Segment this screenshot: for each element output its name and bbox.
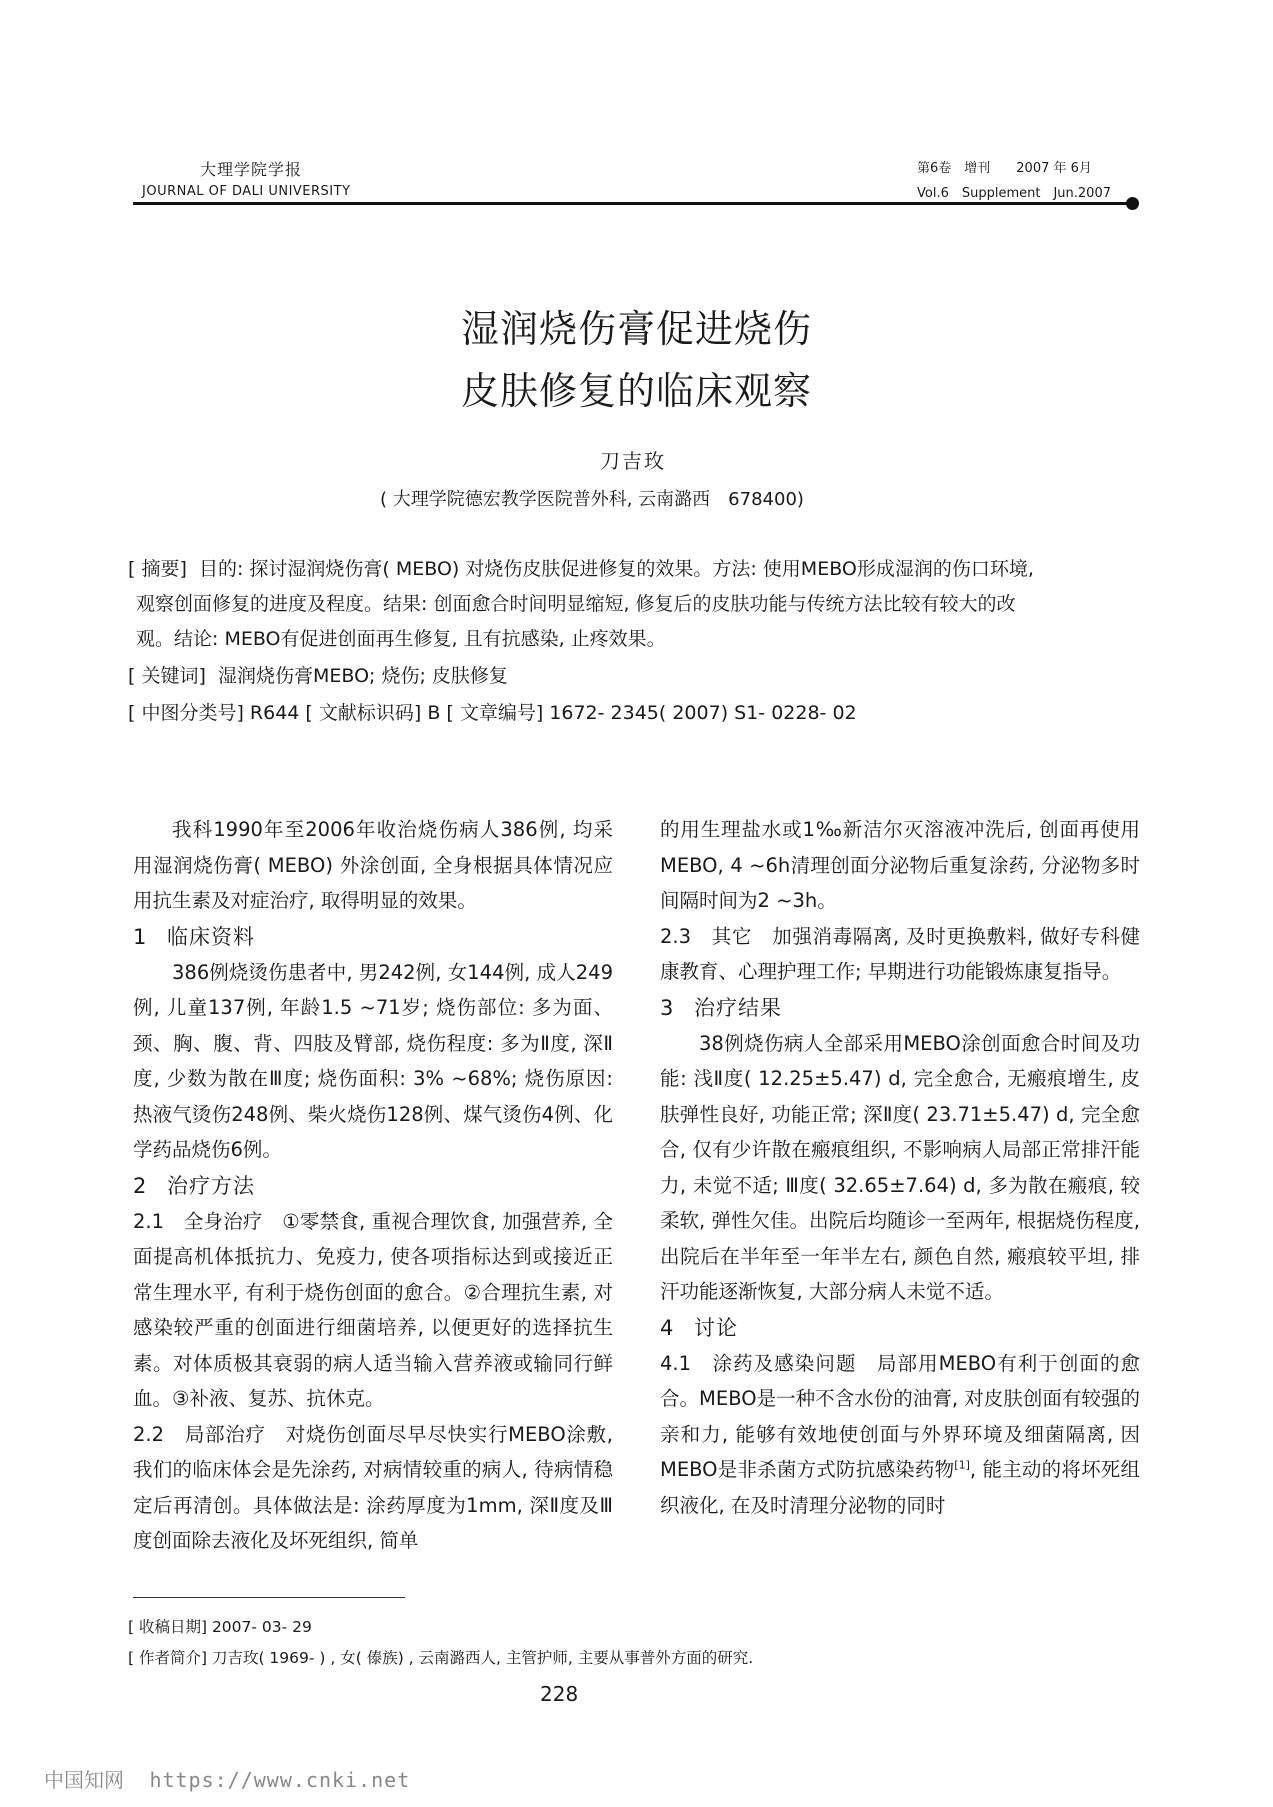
keywords-text: 湿润烧伤膏MEBO; 烧伤; 皮肤修复 [217, 665, 508, 687]
section-2-3-paragraph: 2.3 其它 加强消毒隔离, 及时更换敷料, 做好专科健康教育、心理护理工作; 早期进行功能锻炼康复指导。 [660, 924, 1140, 983]
abstract-line-3: 观。结论: MEBO有促进创面再生修复, 且有抗感染, 止疼效果。 [136, 628, 666, 650]
issue-info-cn: 第6卷 增刊 2007 年 6月 [917, 161, 1092, 176]
watermark [44, 1764, 410, 1793]
article-title-line-1: 湿润烧伤膏促进烧伤 [460, 307, 812, 351]
abstract-line-2: 观察创面修复的进度及程度。结果: 创面愈合时间明显缩短, 修复后的皮肤功能与传统方法比较有较大的改 [136, 593, 1016, 615]
section-heading-2: 2 治疗方法 [133, 1173, 255, 1198]
abstract-block [128, 552, 1143, 731]
section-3-paragraph: 38例烧伤病人全部采用MEBO涂创面愈合时间及功能: 浅Ⅱ度( 12.25±5.47) d, 完全愈合, 无瘢痕增生, 皮肤弹性良好, 功能正常; 深Ⅱ度( 23.71±5.47) d, 完全愈合, 仅有少许散在瘢痕组织, 不影响病人局部正常排汗能力, 未觉不适; Ⅲ度( 32.65±7.64) d, 多为散在瘢痕, 较柔软, 弹性欠佳。出院后均随诊一至两年, 根据烧伤程度, 出院后在半年至一年半左右, 颜色自然, 瘢痕较平坦, 排汗功能逐渐恢复, 大部分病人未觉不适。 [660, 1031, 1140, 1303]
article-title-line-2: 皮肤修复的临床观察 [460, 369, 812, 413]
section-2-1-paragraph: 2.1 全身治疗 ①零禁食, 重视合理饮食, 加强营养, 全面提高机体抵抗力、免疫力, 使各项指标达到或接近正常生理水平, 有利于烧伤创面的愈合。②合理抗生素, 对感染较严重的创面进行细菌培养, 以便更好的选择抗生素。对体质极其衰弱的病人适当输入营养液或输同行鲜血。③补液、复苏、抗休克。 [133, 1209, 613, 1410]
page-number: 228 [540, 1682, 579, 1706]
section-heading-3: 3 治疗结果 [660, 995, 782, 1020]
body-column-left [133, 812, 613, 1559]
classification-line: [ 中图分类号] R644 [ 文献标识码] B [ 文章编号] 1672- 2345( 2007) S1- 0228- 02 [128, 702, 857, 724]
section-4-1-paragraph: 4.1 涂药及感染问题 局部用MEBO有利于创面的愈合。MEBO是一种不含水份的油膏, 对皮肤创面有较强的亲和力, 能够有效地使创面与外界环境及细菌隔离, 因MEBO是非杀菌方式防抗感染药物[1], 能主动的将坏死组织液化, 在及时清理分泌物的同时 [660, 1351, 1140, 1517]
section-1-paragraph: 386例烧烫伤患者中, 男242例, 女144例, 成人249例, 儿童137例, 年龄1.5 ~71岁; 烧伤部位: 多为面、颈、胸、腹、背、四肢及臂部, 烧伤程度: 多为Ⅱ度, 深Ⅱ度, 少数为散在Ⅲ度; 烧伤面积: 3% ~68%; 烧伤原因: 热液气烫伤248例、柴火烧伤128例、煤气烫伤4例、化学药品烧伤6例。 [133, 960, 613, 1161]
citation-ref: [1] [954, 1458, 970, 1472]
header-rule [133, 202, 1131, 205]
section-2-2-continued: 的用生理盐水或1‰新洁尔灭溶液冲洗后, 创面再使用MEBO, 4 ~6h清理创面分泌物后重复涂药, 分泌物多时间隔时间为2 ~3h。 [660, 818, 1140, 912]
footnote-author-bio: [ 作者简介] 刀吉玫( 1969- ) , 女( 傣族) , 云南潞西人, 主管护师, 主要从事普外方面的研究. [128, 1649, 754, 1667]
journal-name-en: JOURNAL OF DALI UNIVERSITY [142, 184, 351, 199]
section-heading-1: 1 临床资料 [133, 924, 255, 949]
header-rule-dot [1126, 197, 1139, 210]
footnotes [128, 1612, 753, 1674]
abstract-line-1: [ 摘要] 目的: 探讨湿润烧伤膏( MEBO) 对烧伤皮肤促进修复的效果。方法: 使用MEBO形成湿润的伤口环境, [128, 558, 1034, 580]
section-heading-4: 4 讨论 [660, 1315, 738, 1340]
watermark-url[interactable]: https://www.cnki.net [149, 1768, 411, 1792]
abstract-label: [ 摘要] [128, 558, 187, 580]
author-name: 刀吉玫 [600, 449, 666, 473]
journal-header-left [142, 157, 351, 199]
footnote-received-date: [ 收稿日期] 2007- 03- 29 [128, 1618, 312, 1636]
section-2-2-paragraph: 2.2 局部治疗 对烧伤创面尽早尽快实行MEBO涂敷, 我们的临床体会是先涂药, 对病情较重的病人, 待病情稳定后再清创。具体做法是: 涂药厚度为1mm, 深Ⅱ度及Ⅲ度创面除去液化及坏死组织, 简单 [133, 1422, 613, 1552]
body-column-right [660, 812, 1140, 1523]
issue-info-en: Vol.6 Supplement Jun.2007 [917, 186, 1111, 201]
keywords-label: [ 关键词] [128, 665, 206, 687]
author-affiliation: ( 大理学院德宏教学医院普外科, 云南潞西 678400) [380, 489, 804, 510]
footnote-rule [133, 1597, 405, 1598]
watermark-site: 中国知网 [44, 1768, 124, 1792]
intro-paragraph: 我科1990年至2006年收治烧伤病人386例, 均采用湿润烧伤膏( MEBO) 外涂创面, 全身根据具体情况应用抗生素及对症治疗, 取得明显的效果。 [133, 818, 613, 912]
journal-header-right [917, 157, 1111, 201]
keywords-line [128, 659, 1143, 694]
journal-name-cn: 大理学院学报 [200, 160, 303, 179]
